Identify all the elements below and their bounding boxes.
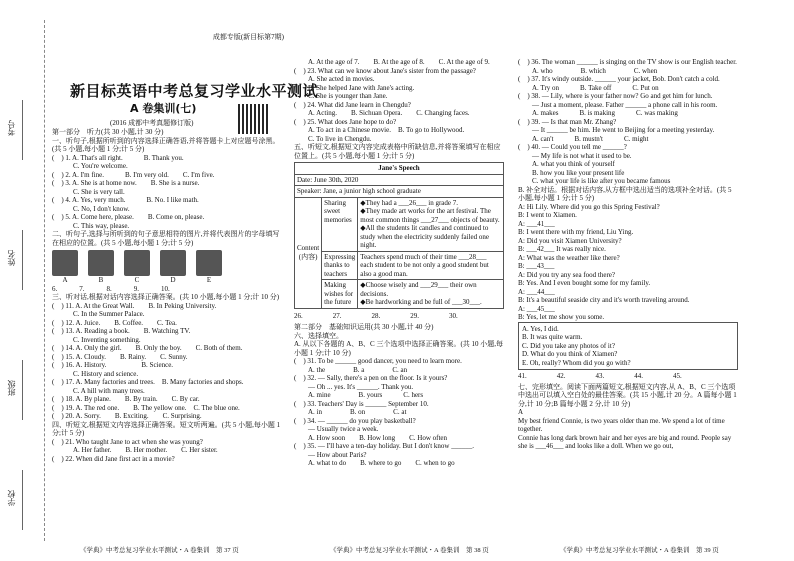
column-1 xyxy=(52,128,284,463)
text-line: A. what to do B. where to go C. when to go xyxy=(294,459,455,467)
text-line: 一、听句子,根据所听到的内容选择正确答语,并将答题卡上对应题号涂黑。(共 5 小题,每小题 1 分;计 5 分) xyxy=(52,136,280,153)
table-row-text: ◆Choose wisely and ___29___ their own decisions. ◆Be hardworking and be full of ___30___. xyxy=(358,280,504,309)
text-line: B: It's a beautiful seaside city and it's worth traveling around. xyxy=(518,296,690,304)
cut-line xyxy=(44,20,45,541)
text-line: ( ) 23. What can we know about Jane's sister from the passage? xyxy=(294,66,476,75)
table-row-text: ◆They had a ___26___ in grade 7. ◆They made art works for the art festival. The most common things ___27___ objects of beauty. ◆All the students lit candles and continued to study when the electricity suddenly failed one night. xyxy=(358,197,504,251)
text-line: ( ) 5. A. Come here, please. B. Come on, please. xyxy=(52,213,205,221)
dialog-option: E. Oh, really? Whom did you go with? xyxy=(522,358,631,367)
text-line: ( ) 11. A. At the Great Wall. B. In Peking University. xyxy=(52,301,217,310)
sidebar-field-line[interactable] xyxy=(22,360,23,420)
picture-a-icon xyxy=(52,250,78,276)
text-line: C. A hill with many trees. xyxy=(52,386,145,395)
text-line: ( ) 36. The woman ______ is singing on the TV show is our English teacher. xyxy=(518,58,737,66)
text-line: A: ___41___ xyxy=(518,219,555,228)
dialog-option: D. What do you think of Xiamen? xyxy=(522,350,618,358)
sidebar-label-exam-number: 考号 xyxy=(7,120,16,136)
picture-b-icon xyxy=(88,250,114,276)
text-line: ( ) 3. A. She is at home now. B. She is a nurse. xyxy=(52,179,200,187)
answer-blank[interactable]: 28. xyxy=(371,311,381,320)
text-line: ( ) 22. When did Jane first act in a movie? xyxy=(52,454,175,463)
text-line: A. what you think of yourself xyxy=(518,160,615,168)
picture-label: E xyxy=(206,276,212,284)
speech-table xyxy=(294,162,504,309)
text-line: A. 从以下各题的 A、B、C 三个选项中选择正确答案。(共 10 小题,每小题 1 分;计 10 分) xyxy=(294,340,504,357)
text-line: A. makes B. is making C. was making xyxy=(518,109,678,117)
text-line: A: ___45___ xyxy=(518,304,555,313)
text-line: ( ) 20. A. Sorry. B. Exciting. C. Surprising. xyxy=(52,412,202,420)
answer-blank[interactable]: 6. xyxy=(52,284,58,293)
text-line: A. To act in a Chinese movie. B. To go to Hollywood. xyxy=(294,126,465,134)
text-line: ( ) 24. What did Jane learn in Chengdu? xyxy=(294,100,411,109)
text-line: — It ______ be him. He went to Beijing for a meeting yesterday. xyxy=(518,126,715,134)
text-line: B. 补全对话。根据对话内容,从方框中选出适当的选项补全对话。(共 5 小题,每小题 1 分;计 5 分) xyxy=(518,185,734,202)
edition-label: 成都专版(新目标第7期) xyxy=(212,33,284,41)
picture-d-icon xyxy=(160,250,186,276)
sidebar-label-school: 学校 xyxy=(7,490,16,506)
text-line: ( ) 13. A. Reading a book. B. Watching TV. xyxy=(52,327,191,335)
text-line: — Usually twice a week. xyxy=(294,425,379,433)
page-footer: 《学典》中考总复习学业水平测试・A 卷集训 第 38 页 xyxy=(330,547,489,554)
listening-section-3 xyxy=(294,58,506,160)
answer-blank[interactable]: 27. xyxy=(332,311,342,320)
text-line: — How about Paris? xyxy=(294,450,367,459)
table-row-label: Expressing thanks to teachers xyxy=(322,251,358,280)
text-line: A. in B. on C. at xyxy=(294,408,407,416)
text-line: ( ) 12. A. Juice. B. Coffee. C. Tea. xyxy=(52,318,177,327)
text-line: A. can't B. mustn't C. might xyxy=(518,134,649,143)
grammar-section-2 xyxy=(518,58,738,322)
text-line: B: I went to Xiamen. xyxy=(518,211,577,219)
answer-blank[interactable]: 43. xyxy=(595,372,605,380)
table-row-text: Teachers spend much of their time ___28___ each student to be not only a good student but also a good man. xyxy=(358,251,504,280)
text-line: 三、听对话,根据对话内容选择正确答案。(共 10 小题,每小题 1 分;计 10 分) xyxy=(52,293,280,301)
text-line: ( ) 33. Teachers' Day is ______ September 10. xyxy=(294,399,429,408)
cloze-section xyxy=(518,383,738,451)
text-line: A: What was the weather like there? xyxy=(518,253,620,262)
text-line: ( ) 2. A. I'm fine. B. I'm very old. C. I'm five. xyxy=(52,170,215,179)
text-line: 第一部分 听力(共 30 小题,计 30 分) xyxy=(52,128,164,136)
text-line: C. To live in Chengdu. xyxy=(294,134,372,143)
text-line: ( ) 32. — Sally, there's a pen on the floor. Is it yours? xyxy=(294,374,448,382)
text-line: ( ) 35. — I'll have a ten-day holiday. But I don't know ______. xyxy=(294,442,474,450)
text-line: C. You're welcome. xyxy=(52,162,128,170)
text-line: C. No, I don't know. xyxy=(52,204,130,213)
text-line: ( ) 16. A. History. B. Science. xyxy=(52,361,174,369)
text-line: ( ) 21. Who taught Jane to act when she was young? xyxy=(52,437,203,446)
text-line: ( ) 17. A. Many factories and trees. B. Many factories and shops. xyxy=(52,378,244,386)
picture-row xyxy=(52,250,284,276)
text-line: ( ) 1. A. That's all right. B. Thank you. xyxy=(52,153,184,162)
dialog-option: B. It was quite warm. xyxy=(522,333,583,341)
text-line: A. Acting. B. Sichuan Opera. C. Changing faces. xyxy=(294,109,470,117)
text-line: C. what your life is like after you became famous xyxy=(518,177,671,185)
text-line: B: Yes. And I even bought some for my family. xyxy=(518,279,651,287)
text-line: — Oh ... yes. It's ______. Thank you. xyxy=(294,382,414,391)
text-line: B. She helped Jane with Jane's acting. xyxy=(294,83,415,92)
answer-blank[interactable]: 41. xyxy=(518,372,527,380)
table-row-label: Sharing sweet memories xyxy=(322,197,358,251)
picture-e-icon xyxy=(196,250,222,276)
page-footer: 《学典》中考总复习学业水平测试・A 卷集训 第 39 页 xyxy=(560,547,719,554)
text-line: 二、听句子,选择与所听到的句子意思相符的图片,并将代表图片的字母填写在相应的位置。(共 5 小题,每小题 1 分;计 5 分) xyxy=(52,230,280,247)
answer-blank-row xyxy=(294,312,506,321)
answer-blank[interactable]: 29. xyxy=(410,311,419,320)
sidebar-field-line[interactable] xyxy=(22,470,23,530)
text-line: 七、完形填空。阅读下面两篇短文,根据短文内容,从 A、B、C 三个选项中选出可以填入空白处的最佳答案。(共 15 小题,计 20 分。A 篇每小题 1 分,计 10 分;B 篇每小题 2 分,计 10 分) xyxy=(518,382,739,408)
text-line: ( ) 19. A. The red one. B. The yellow one. C. The blue one. xyxy=(52,403,240,412)
text-line: A. She acted in movies. xyxy=(294,75,375,83)
dialog-options-box xyxy=(518,322,738,371)
text-line: A: Hi Lily. Where did you go this Spring Festival? xyxy=(518,202,660,211)
text-line: C. She is very tall. xyxy=(52,187,125,196)
answer-blank-row xyxy=(518,372,738,381)
picture-label: D xyxy=(170,276,176,284)
text-line: A. who B. which C. when xyxy=(518,66,658,75)
text-line: ( ) 15. A. Cloudy. B. Rainy. C. Sunny. xyxy=(52,352,188,361)
answer-blank[interactable]: 8. xyxy=(106,284,112,293)
picture-labels xyxy=(52,276,284,285)
text-line: ( ) 25. What does Jane hope to do? xyxy=(294,117,397,126)
text-line: A. the B. a C. an xyxy=(294,365,408,374)
answer-blank[interactable]: 44. xyxy=(634,372,643,380)
text-line: B: I went there with my friend, Liu Ying. xyxy=(518,228,634,236)
page-footer: 《学典》中考总复习学业水平测试・A 卷集训 第 37 页 xyxy=(80,547,239,554)
text-line: B. how you like your present life xyxy=(518,168,625,177)
text-line: — My life is not what it used to be. xyxy=(518,151,632,160)
text-line: ( ) 37. It's windy outside. ______ your jacket, Bob. Don't catch a cold. xyxy=(518,75,720,83)
text-line: ( ) 18. A. By plane. B. By train. C. By car. xyxy=(52,395,200,403)
sidebar-label-name: 姓名 xyxy=(7,250,16,266)
text-line: C. She is younger than Jane. xyxy=(294,92,388,100)
text-line: A: ___44___ xyxy=(518,287,555,296)
column-2 xyxy=(294,58,506,468)
page-title: 新目标英语中考总复习学业水平测试 xyxy=(70,82,319,100)
text-line: A: Did you visit Xiamen University? xyxy=(518,236,622,245)
text-line: 五、听短文,根据短文内容完成表格中所缺信息,并将答案填写在相应位置上。(共 5 小题,每小题 1 分;计 5 分) xyxy=(294,143,501,160)
listening-section-2 xyxy=(52,293,284,463)
text-line: B: ___43___ xyxy=(518,262,555,270)
text-line: ( ) 40. — Could you tell me ______? xyxy=(518,143,627,151)
answer-blank[interactable]: 30. xyxy=(449,311,458,320)
text-line: C. Inventing something. xyxy=(52,335,141,344)
table-row-label: Making wishes for the future xyxy=(322,280,358,309)
answer-blank[interactable]: 26. xyxy=(294,311,303,320)
text-line: A. Her father. B. Her mother. C. Her sister. xyxy=(52,446,218,454)
text-line: ( ) 14. A. Only the girl. B. Only the boy. C. Both of them. xyxy=(52,344,243,352)
page-subtitle: A 卷集训(七) xyxy=(130,102,197,115)
table-speaker: Speaker: Jane, a junior high school graduate xyxy=(295,186,504,198)
text-line: ( ) 34. — ______ do you play basketball? xyxy=(294,416,416,425)
answer-blank[interactable]: 7. xyxy=(79,284,85,293)
dialog-option: A. Yes, I did. xyxy=(522,324,559,333)
text-line: 四、听短文,根据短文内容选择正确答案。短文听两遍。(共 5 小题,每小题 1 分;计 5 分) xyxy=(52,420,282,437)
sidebar-field-line[interactable] xyxy=(22,230,23,290)
table-date: Date: June 30th, 2020 xyxy=(295,174,504,186)
text-line: B: Yes, let me show you some. xyxy=(518,313,605,321)
text-line: A. How soon B. How long C. How often xyxy=(294,433,448,442)
table-content-label: Content (内容) xyxy=(295,197,322,308)
student-info-sidebar xyxy=(0,0,50,561)
text-line: 第二部分 基础知识运用(共 30 小题,计 40 分) xyxy=(294,323,434,331)
answer-blank-row xyxy=(52,285,284,294)
text-line: A. mine B. yours C. hers xyxy=(294,391,424,399)
text-line: C. In the Summer Palace. xyxy=(52,310,145,318)
text-line: A. At the age of 7. B. At the age of 8. C. At the age of 9. xyxy=(294,58,490,66)
text-line: ( ) 38. — Lily, where is your father now? Go and get him for lunch. xyxy=(518,92,713,100)
picture-label: B xyxy=(98,276,104,284)
picture-label: C xyxy=(134,276,140,284)
picture-c-icon xyxy=(124,250,150,276)
text-line: C. History and science. xyxy=(52,369,139,378)
text-line: ( ) 31. To be ______ good dancer, you need to learn more. xyxy=(294,357,462,365)
dialog-option: C. Did you take any photos of it? xyxy=(522,341,615,350)
listening-section-1 xyxy=(52,128,284,247)
text-line: A. Try on B. Take off C. Put on xyxy=(518,83,659,92)
text-line: — Just a moment, please. Father ______ a phone call in his room. xyxy=(518,100,718,109)
text-line: C. This way, please. xyxy=(52,221,130,230)
text-line: B: ___42___ It was really nice. xyxy=(518,245,606,253)
text-line: Connie has long dark brown hair and her eyes are big and round. People say she is ___46___ and looks like a doll. When we go out, xyxy=(518,433,733,450)
grammar-section xyxy=(294,323,506,468)
text-line: 六、选择填空。 xyxy=(294,331,343,340)
sidebar-label-class: 班级 xyxy=(7,380,16,396)
picture-label: A xyxy=(62,276,68,284)
text-line: ( ) 39. — Is that man Mr. Zhang? xyxy=(518,117,617,126)
answer-blank[interactable]: 10. xyxy=(161,284,170,293)
text-line: A xyxy=(518,408,524,416)
table-caption: Jane's Speech xyxy=(295,163,504,175)
answer-blank[interactable]: 9. xyxy=(133,284,139,293)
edition-note: (2016 成都中考真题修订版) xyxy=(110,119,194,127)
answer-blank[interactable]: 42. xyxy=(556,372,566,380)
column-3 xyxy=(518,58,738,451)
sidebar-field-line[interactable] xyxy=(22,100,23,160)
text-line: My best friend Connie, is two years older than me. We spend a lot of time together. xyxy=(518,416,727,433)
text-line: A: Did you try any sea food there? xyxy=(518,270,615,279)
answer-blank[interactable]: 45. xyxy=(673,372,682,380)
text-line: ( ) 4. A. Yes, very much. B. No. I like math. xyxy=(52,196,199,204)
